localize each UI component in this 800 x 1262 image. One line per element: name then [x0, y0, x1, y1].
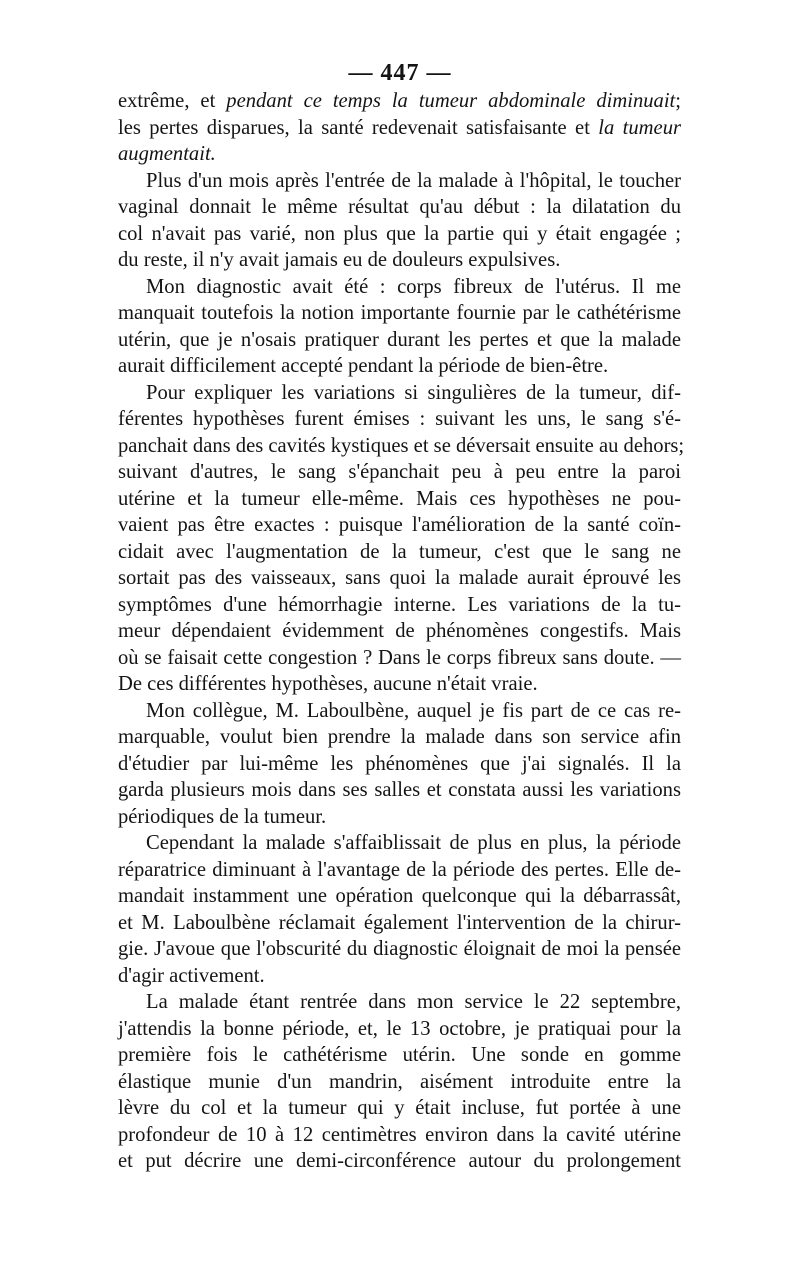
text-line: garda plusieurs mois dans ses salles et constata aussi les variations	[118, 779, 681, 801]
body-text	[118, 88, 685, 1175]
text-line: du reste, il n'y avait jamais eu de douleurs expulsives.	[118, 249, 561, 271]
page-number: — 447 —	[348, 60, 452, 86]
paragraph	[118, 380, 685, 698]
text-line: col n'avait pas varié, non plus que la partie qui y était engagée ;	[118, 222, 681, 245]
text-line: manquait toutefois la notion importante fournie par le cathétérisme	[118, 302, 681, 324]
paragraph	[118, 88, 681, 168]
text-line: De ces différentes hypothèses, aucune n'était vraie.	[118, 673, 538, 695]
text-line: panchait dans des cavités kystiques et se déversait ensuite au dehors;	[118, 434, 685, 457]
paragraph	[118, 168, 681, 274]
text-line: mandait instamment une opération quelconque qui la débarrassât,	[118, 885, 681, 907]
text-line: La malade étant rentrée dans mon service le 22 septembre,	[146, 991, 681, 1013]
text-line: première fois le cathétérisme utérin. Une sonde en gomme	[118, 1044, 681, 1066]
text-run: ;	[675, 90, 682, 112]
text-line: et put décrire une demi-circonférence autour du prolongement	[118, 1150, 681, 1172]
text-line: Pour expliquer les variations si singulières de la tumeur, dif-	[146, 381, 681, 404]
text-line	[118, 88, 681, 115]
text-line: utérine et la tumeur elle-même. Mais ces hypothèses ne pou-	[118, 487, 681, 510]
text-line: élastique munie d'un mandrin, aisément introduite entre la	[118, 1070, 681, 1093]
text-line: Cependant la malade s'affaiblissait de plus en plus, la période	[146, 832, 681, 854]
italic-run: augmentait.	[118, 143, 216, 165]
text-run: extrême, et	[118, 90, 227, 112]
text-line: Mon collègue, M. Laboulbène, auquel je fis part de ce cas re-	[146, 699, 681, 722]
text-run: les pertes disparues, la santé redevenait satisfaisante et	[118, 116, 599, 139]
paragraph	[118, 274, 681, 380]
paragraph	[118, 830, 681, 989]
text-line: où se faisait cette congestion ? Dans le corps fibreux sans doute. —	[118, 646, 681, 669]
text-line: Plus d'un mois après l'entrée de la malade à l'hôpital, le toucher	[146, 169, 681, 192]
text-line: j'attendis la bonne période, et, le 13 octobre, je pratiquai pour la	[118, 1017, 681, 1040]
text-line: marquable, voulut bien prendre la malade dans son service afin	[118, 726, 681, 748]
text-line	[118, 141, 681, 168]
text-line: périodiques de la tumeur.	[118, 805, 327, 828]
text-line	[118, 115, 681, 142]
text-line: vaient pas être exactes : puisque l'amélioration de la santé coïn-	[118, 514, 681, 536]
text-line: utérin, que je n'osais pratiquer durant les pertes et que la malade	[118, 328, 681, 351]
text-line: aurait difficilement accepté pendant la période de bien-être.	[118, 355, 609, 377]
text-line: férentes hypothèses furent émises : suivant les uns, le sang s'é-	[118, 408, 681, 430]
text-line: et M. Laboulbène réclamait également l'intervention de la chirur-	[118, 911, 681, 934]
italic-run: pendant ce temps la tumeur abdominale diminuait	[226, 90, 676, 112]
text-line: cidait avec l'augmentation de la tumeur, c'est que le sang ne	[118, 540, 681, 563]
text-line: meur dépendaient évidemment de phénomènes congestifs. Mais	[118, 620, 681, 642]
paragraph	[118, 698, 681, 831]
text-line: vaginal donnait le même résultat qu'au début : la dilatation du	[118, 196, 681, 218]
text-line: Mon diagnostic avait été : corps fibreux de l'utérus. Il me	[146, 275, 681, 298]
italic-run: la tumeur	[598, 116, 681, 139]
text-line: lèvre du col et la tumeur qui y était incluse, fut portée à une	[118, 1097, 681, 1119]
text-line: sortait pas des vaisseaux, sans quoi la malade aurait éprouvé les	[118, 567, 681, 589]
text-line: gie. J'avoue que l'obscurité du diagnostic éloignait de moi la pensée	[118, 938, 681, 960]
text-line: suivant d'autres, le sang s'épanchait peu à peu entre la paroi	[118, 461, 681, 483]
paragraph	[118, 989, 681, 1175]
text-line: symptômes d'une hémorrhagie interne. Les variations de la tu-	[118, 593, 681, 616]
text-line: réparatrice diminuant à l'avantage de la période des pertes. Elle de-	[118, 858, 681, 881]
text-line: profondeur de 10 à 12 centimètres environ dans la cavité utérine	[118, 1123, 681, 1146]
text-line: d'agir activement.	[118, 964, 265, 987]
text-line: d'étudier par lui-même les phénomènes que j'ai signalés. Il la	[118, 752, 681, 775]
